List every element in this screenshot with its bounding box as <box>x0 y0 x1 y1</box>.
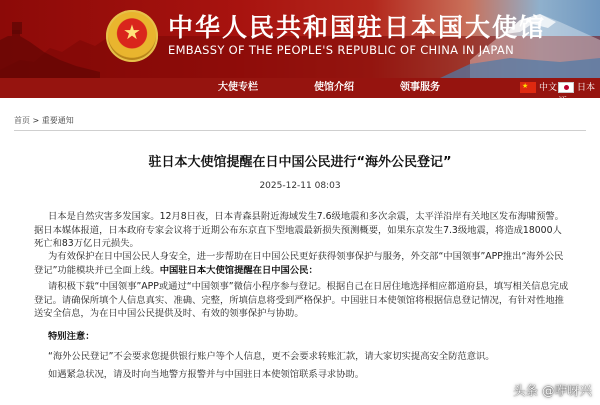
article-paragraph-1 <box>34 210 570 251</box>
national-emblem-icon: ★ <box>106 10 158 62</box>
embassy-title-chinese: 中华人民共和国驻日本国大使馆 <box>168 13 547 42</box>
article-paragraph-5 <box>34 368 570 382</box>
article-paragraph-2 <box>34 250 570 277</box>
paragraph-text: 为有效保护在日中国公民人身安全，进一步帮助在日中国公民更好获得领事保护与服务，外交部“中国领事”APP推出“海外公民登记”功能模块并已全面上线。 <box>34 251 564 276</box>
paragraph-emphasis: 中国驻日本大使馆提醒在日中国公民： <box>159 264 318 276</box>
paragraph-text: “海外公民登记”不会要求您提供银行账户等个人信息，更不会要求转账汇款，请大家切实提高安全防范意识。 <box>48 351 495 362</box>
lang-switch-japanese[interactable] <box>558 81 600 107</box>
note-label: 特别注意： <box>48 331 95 342</box>
breadcrumb-home-link[interactable]: 首页 <box>14 116 30 125</box>
paragraph-text: 如遇紧急状况，请及时向当地警方报警并与中国驻日本使领馆联系寻求协助。 <box>48 369 365 380</box>
article-paragraph-4 <box>34 350 570 364</box>
header-banner <box>0 0 600 78</box>
divider <box>14 130 586 131</box>
china-flag-icon: ★ <box>520 82 536 93</box>
article-title: 驻日本大使馆提醒在日中国公民进行“海外公民登记” <box>148 155 452 170</box>
nav-item-embassy-intro[interactable]: 使馆介绍 <box>314 82 354 93</box>
special-note-heading <box>34 330 570 344</box>
article-date: 2025-12-11 08:03 <box>259 181 341 191</box>
lang-label-japanese: 日本語 <box>558 83 596 107</box>
japan-flag-icon <box>558 82 574 93</box>
article-paragraph-3 <box>34 280 570 321</box>
main-nav <box>0 78 600 107</box>
lang-switch-chinese[interactable] <box>520 81 557 95</box>
breadcrumb <box>14 115 74 126</box>
breadcrumb-separator: > <box>32 116 40 125</box>
paragraph-text: 日本是自然灾害多发国家。12月8日夜，日本青森县附近海域发生7.6级地震和多次余震，太平洋沿岸有关地区发布海啸预警。据日本媒体报道，日本政府专家会议将于近期公布东京直下型地震最新损失预测概要，如果东京发生7.3级地震，将造成18000人死亡和83万亿日元损失。 <box>34 211 564 249</box>
embassy-title-english: EMBASSY OF THE PEOPLE'S REPUBLIC OF CHINA IN JAPAN <box>168 43 514 57</box>
nav-item-consular-service[interactable]: 领事服务 <box>400 82 440 93</box>
breadcrumb-section-link[interactable]: 重要通知 <box>41 116 74 125</box>
nav-item-ambassador-column[interactable]: 大使专栏 <box>218 82 258 93</box>
source-watermark: 头条 @咿呀兴 <box>513 383 592 398</box>
paragraph-text: 请积极下载“中国领事”APP或通过“中国领事”微信小程序参与登记。根据自己在日居住地选择相应都道府县，填写相关信息完成登记。请确保所填个人信息真实、准确、完整，所填信息将受到严格保护。中国驻日本使领馆将根据信息登记情况，有针对性地推送安全信息，为在日中国公民提供及时、有效的领事保护与协助。 <box>34 281 569 319</box>
lang-label-chinese: 中文 <box>539 83 558 93</box>
